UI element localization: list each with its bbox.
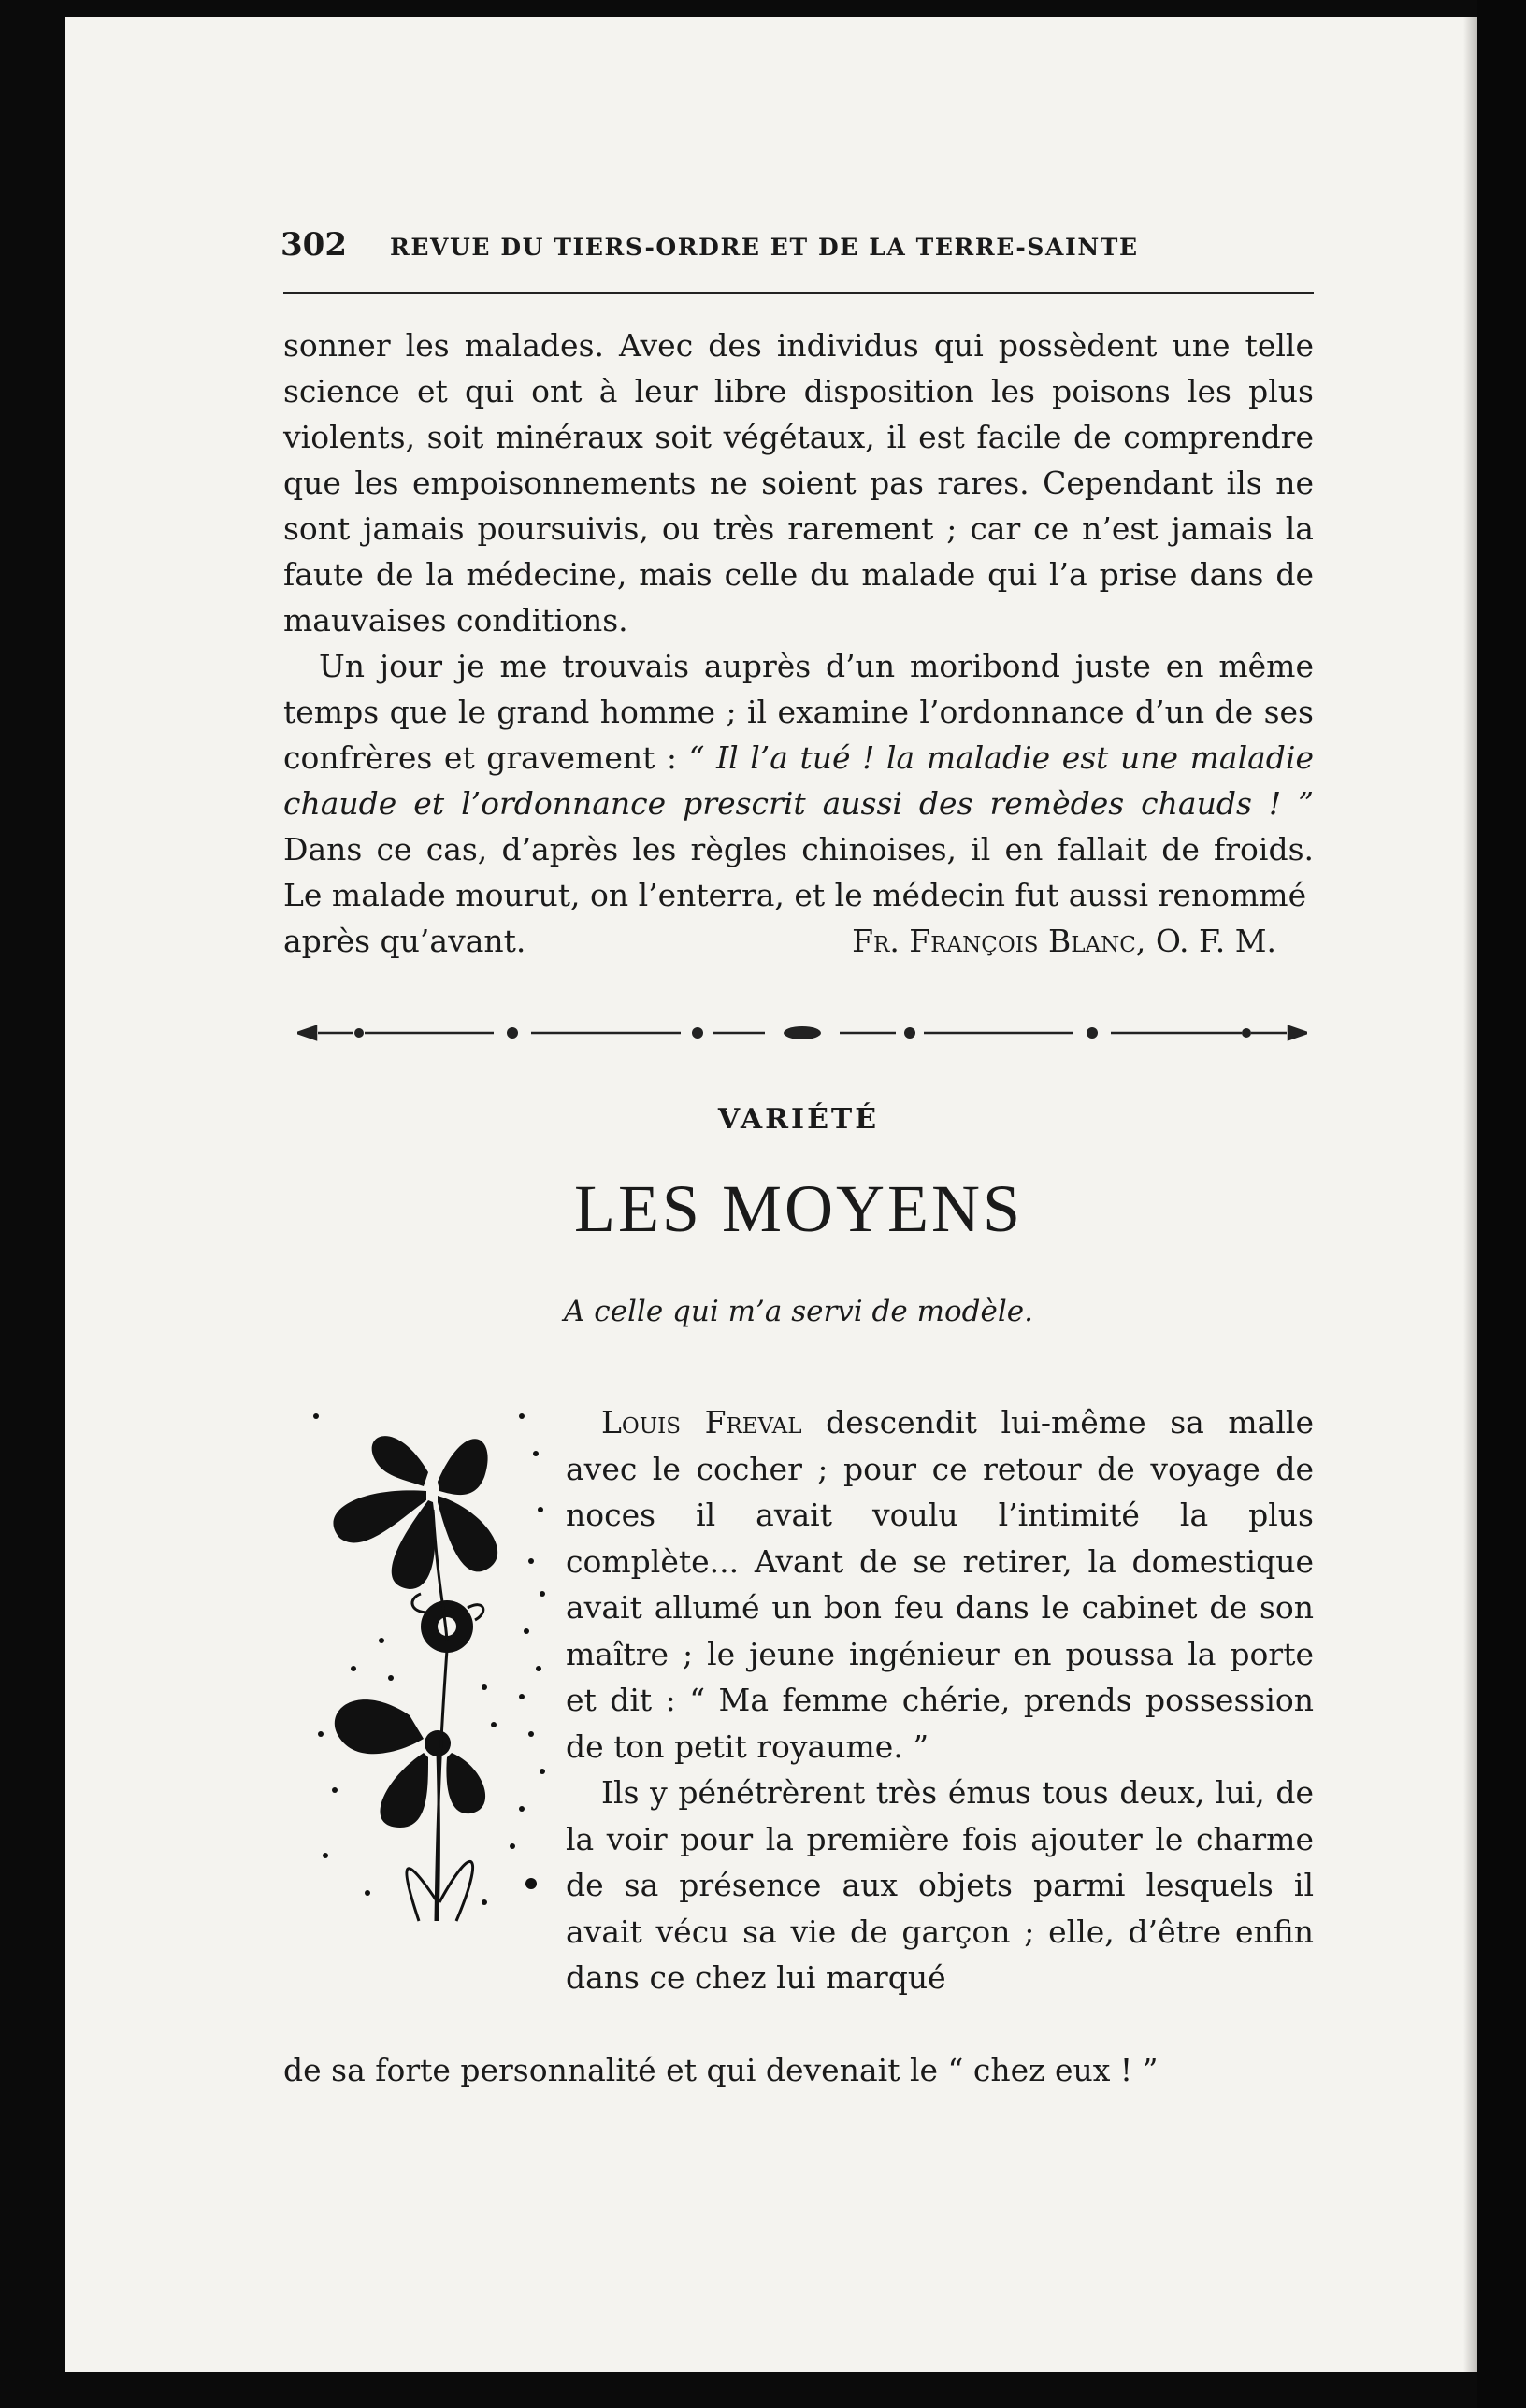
article-paragraph: sonner les malades. Avec des individus qui possèdent une telle science et qui ont à leur libre disposition les poisons les plus violents, soit minéraux soit végétaux, il est facile de comprendre que les empoisonnements ne soient pas rares. Cependant ils ne sont jamais poursuivis, ou très rarement ; car ce n’est jamais la faute de la médecine, mais celle du malade qui l’a prise dans de mauvaises conditions. [283, 327, 1314, 638]
story-title: LES MOYENS [573, 1171, 1024, 1246]
closing-text: après qu’avant. [283, 923, 526, 959]
story-paragraph: Ils y pénétrèrent très émus tous deux, lui, de la voir pour la première fois ajouter le charme de sa présence aux objets parmi lesquels il avait vécu sa vie de garçon ; elle, d’être enfin dans ce chez lui marqué [566, 1774, 1314, 1996]
running-title: REVUE DU TIERS-ORDRE ET DE LA TERRE-SAINTE [389, 234, 1139, 261]
dedication: A celle qui m’a servi de modèle. [564, 1295, 1033, 1328]
header-rule [283, 292, 1314, 294]
paragraph-text: Un jour je me trouvais auprès d’un moribond juste en même temps que le grand homme ; il examine l’ordonnance d’un de ses confrères et gravement : [283, 648, 1314, 776]
story-text [283, 1399, 1314, 2094]
page-edge-shadow-right [1463, 17, 1477, 2372]
book-spine [1477, 0, 1526, 2408]
ornamental-divider [297, 1021, 1307, 1045]
signature-line [283, 918, 1314, 964]
article-paragraph [283, 643, 1314, 918]
author-signature: Fr. François Blanc, O. F. M. [852, 923, 1276, 959]
article-continuation [283, 322, 1314, 964]
story-paragraph-last-line: de sa forte personnalité et qui devenait le “ chez eux ! ” [283, 2052, 1159, 2088]
quotation: “ Il l’a tué ! la maladie est une maladie chaude et l’ordonnance prescrit aussi des remèdes chauds ! ” [283, 739, 1315, 822]
page-header [281, 226, 1314, 264]
page-number: 302 [281, 226, 347, 264]
paragraph-text: Dans ce cas, d’après les règles chinoises, il en fallait de froids. Le malade mourut, on l’enterra, et le médecin fut aussi renommé [283, 831, 1314, 913]
character-name: Louis Freval [601, 1404, 802, 1440]
paragraph-text: descendit lui-même sa malle avec le cocher ; pour ce retour de voyage de noces il avait voulu l’intimité la plus complète... Avant de se retirer, la domestique avait allumé un bon feu dans le cabinet de son maître ; le jeune ingénieur en poussa la porte et dit : “ Ma femme chérie, prends possession de ton petit royaume. ” [566, 1404, 1314, 1765]
section-label: VARIÉTÉ [717, 1103, 880, 1136]
illustration-spacer [283, 1399, 566, 2047]
